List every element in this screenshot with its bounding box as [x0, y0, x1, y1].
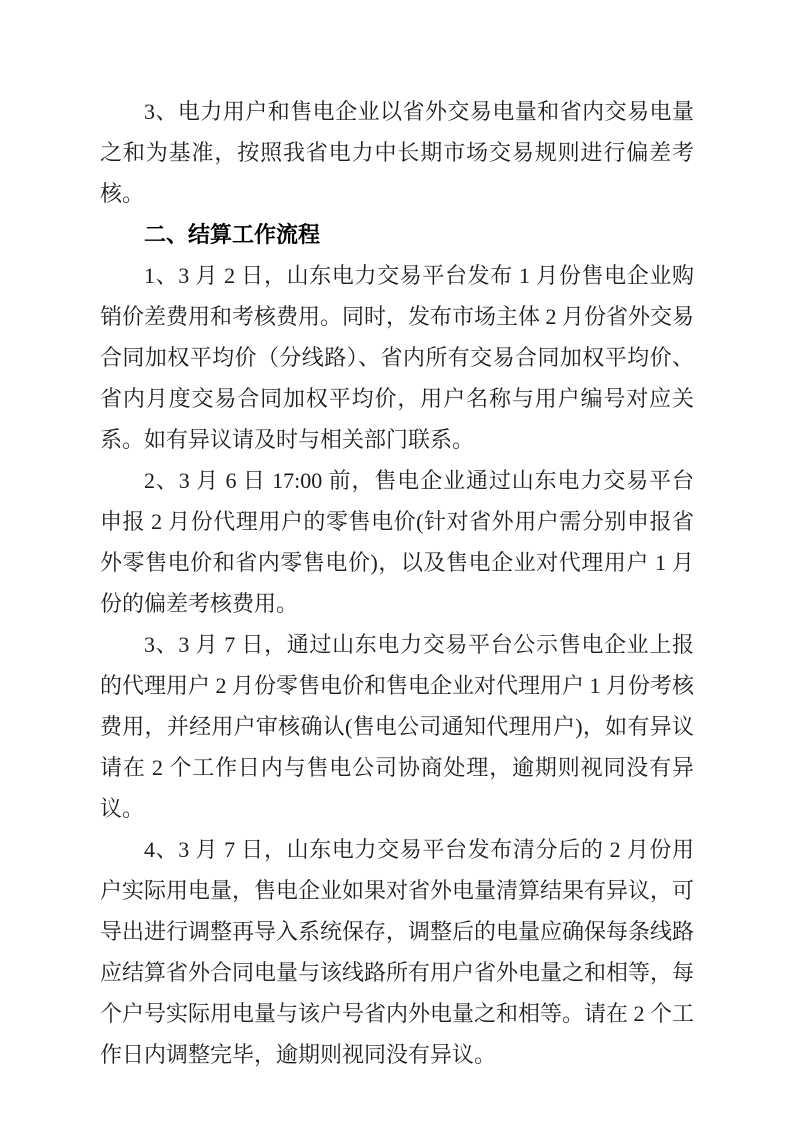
paragraph-deviation-assessment: 3、电力用户和售电企业以省外交易电量和省内交易电量之和为基准，按照我省电力中长期市场交易规则进行偏差考核。: [100, 99, 694, 206]
paragraph-step-1: 1、3 月 2 日，山东电力交易平台发布 1 月份售电企业购销价差费用和考核费用。同时，发布市场主体 2 月份省外交易合同加权平均价（分线路）、省内所有交易合同加权平均价、省内月度交易合同加权平均价，用户名称与用户编号对应关系。如有异议请及时与相关部门联系。: [100, 263, 695, 452]
paragraph-step-2: 2、3 月 6 日 17:00 前，售电企业通过山东电力交易平台申报 2 月份代理用户的零售电价(针对省外用户需分别申报省外零售电价和省内零售电价)，以及售电企业对代理用户 1 月份的偏差考核费用。: [100, 468, 694, 616]
document-body: [100, 91, 694, 1075]
paragraph-step-4: 4、3 月 7 日，山东电力交易平台发布清分后的 2 月份用户实际用电量，售电企业如果对省外电量清算结果有异议，可导出进行调整再导入系统保存，调整后的电量应确保每条线路应结算省外合同电量与该线路所有用户省外电量之和相等，每个户号实际用电量与该户号省内外电量之和相等。请在 2 个工作日内调整完毕，逾期则视同没有异议。: [100, 837, 695, 1067]
paragraph-step-3: 3、3 月 7 日，通过山东电力交易平台公示售电企业上报的代理用户 2 月份零售电价和售电企业对代理用户 1 月份考核费用，并经用户审核确认(售电公司通知代理用户)，如有异议请在 2 个工作日内与售电公司协商处理，逾期则视同没有异议。: [100, 632, 695, 821]
section-heading-settlement-workflow: 二、结算工作流程: [144, 222, 321, 247]
